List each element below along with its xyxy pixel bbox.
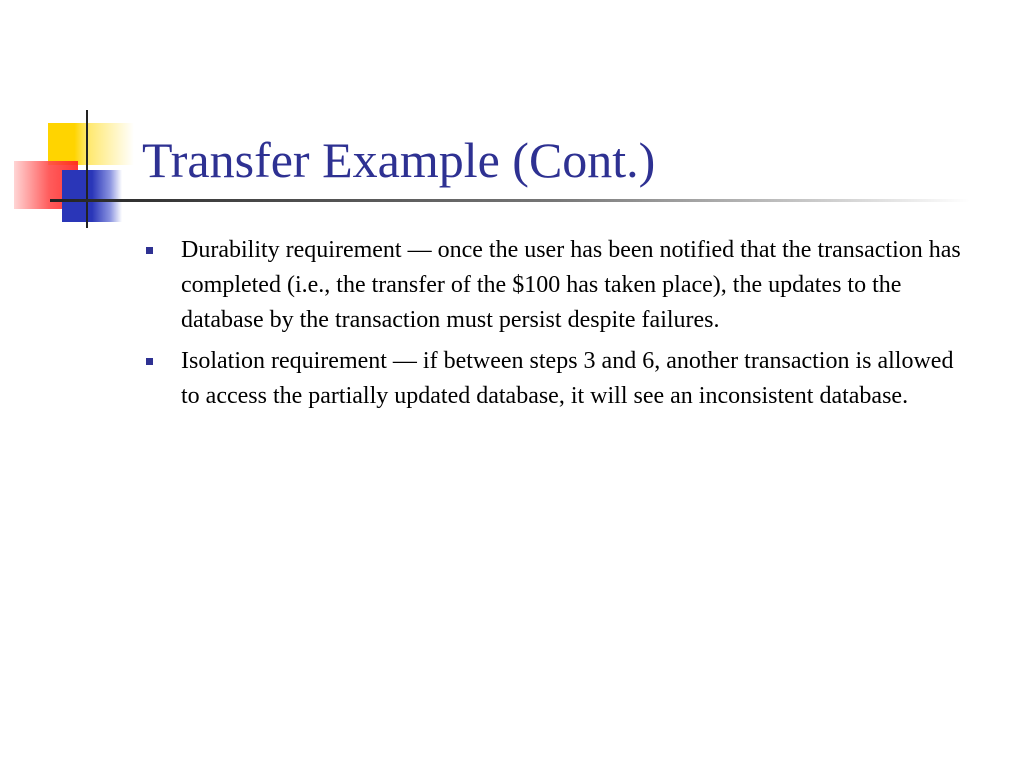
square-bullet-icon: [146, 358, 153, 365]
slide-title: Transfer Example (Cont.): [142, 132, 656, 188]
square-bullet-icon: [146, 247, 153, 254]
vertical-divider-line: [86, 110, 88, 228]
bullet-item: [146, 233, 976, 338]
yellow-fade-square: [86, 123, 134, 165]
bullet-text: Durability requirement — once the user has been notified that the transaction has completed (i.e., the transfer of the $100 has taken place), the updates to the database by the transaction must persist despite failures.: [181, 237, 961, 333]
title-underline: [50, 199, 970, 202]
blue-square: [62, 170, 122, 222]
bullet-list: [146, 233, 976, 420]
bullet-text: Isolation requirement — if between steps 3 and 6, another transaction is allowed to access the partially updated database, it will see an inconsistent database.: [181, 348, 954, 409]
yellow-square: [48, 123, 86, 165]
bullet-item: [146, 344, 976, 414]
